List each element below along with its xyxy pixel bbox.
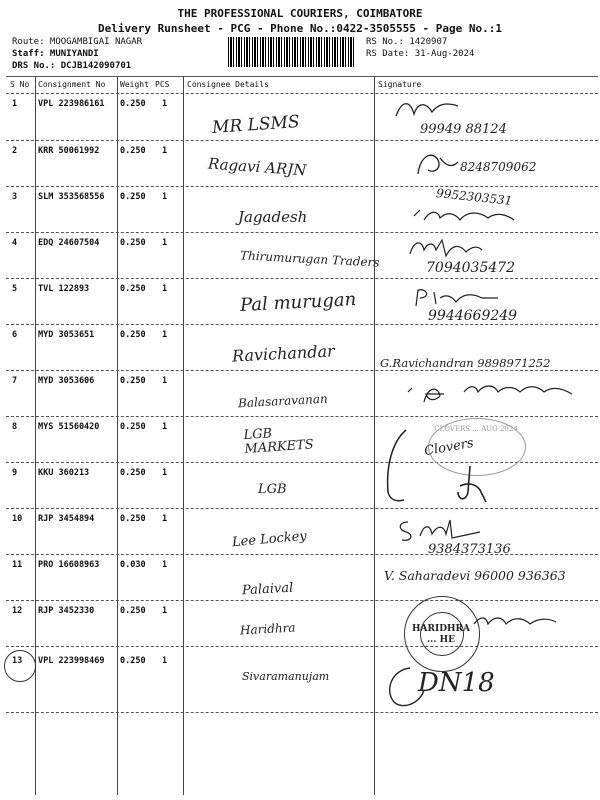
page-subtitle: Delivery Runsheet - PCG - Phone No.:0422-3505555 - Page No.:1 [98,22,502,35]
row-consignment-no: EDQ 24607504 [38,238,100,248]
row-sno: 6 [12,330,18,340]
row-consignment-no: VPL 223998469 [38,656,105,666]
column-header: Weight [120,80,149,89]
staff-text: Staff: MUNIYANDI [12,49,99,59]
signature-bracket [376,426,416,506]
consignee-handwriting: MR LSMS [211,111,301,139]
stamp-text: CLOVERS ... AUG 2024 [434,425,518,433]
row-consignment-no: VPL 223986161 [38,99,105,109]
signature-handwriting: DN18 [418,668,495,698]
stamp-text: HARIDHRA ... HE [412,624,470,645]
row-weight: 0.250 [120,422,146,432]
signature-scribble [470,610,560,634]
signature-handwriting: G.Ravichandran 9898971252 [380,356,551,370]
row-pcs: 1 [162,146,168,156]
signature-handwriting: 99949 88124 [420,122,507,137]
signature-handwriting: 9952303531 [435,186,513,208]
row-sno: 7 [12,376,18,386]
consignee-handwriting: Ravichandar [231,341,336,366]
column-divider [374,77,375,795]
row-sno: 9 [12,468,18,478]
row-separator [6,646,598,647]
signature-handwriting: 9944669249 [428,308,518,324]
row-separator [6,186,598,187]
column-header: Consignee Details [187,80,269,89]
row-separator [6,140,598,141]
consignee-handwriting: Jagadesh [238,208,308,226]
row-consignment-no: PRO 16608963 [38,560,100,570]
consignee-handwriting: Haridhra [239,620,296,638]
row-separator [6,508,598,509]
row-sno: 3 [12,192,18,202]
consignee-handwriting: Sivaramanujam [242,670,330,683]
signature-handwriting: V. Saharadevi 96000 936363 [384,568,566,583]
row-pcs: 1 [162,376,168,386]
row-sno: 2 [12,146,18,156]
consignee-handwriting: Thirumurugan Traders [239,248,380,270]
row-sno: 1 [12,99,18,109]
row-consignment-no: MYS 51560420 [38,422,100,432]
consignee-handwriting: Palaival [241,580,294,599]
row-separator [6,600,598,601]
row-sno: 8 [12,422,18,432]
row-sno: 5 [12,284,18,294]
row-sno: 12 [12,606,23,616]
row-sno: 13 [12,656,23,666]
rs-date: RS Date: 31-Aug-2024 [366,49,475,59]
row-separator [6,278,598,279]
row-pcs: 1 [162,192,168,202]
row-pcs: 1 [162,99,168,109]
signature-scribble [392,96,462,122]
column-divider [183,77,184,795]
row-weight: 0.250 [120,238,146,248]
signature-scribble [412,286,502,308]
column-divider [35,77,36,795]
row-consignment-no: RJP 3454894 [38,514,95,524]
row-weight: 0.250 [120,656,146,666]
signature-scribble [380,660,440,710]
column-header: PCS [155,80,170,89]
row-pcs: 1 [162,606,168,616]
column-header: Consignment No [38,80,106,89]
signature-handwriting: 8248709062 [460,160,537,174]
signature-handwriting: 7094035472 [426,260,516,276]
consignee-handwriting: LGB MARKETS [243,426,315,458]
row-consignment-no: TVL 122893 [38,284,90,294]
drs-number: DRS No.: DCJB142090701 [12,61,132,71]
column-divider [117,77,118,795]
row-separator [6,324,598,325]
consignee-handwriting: Ragavi ARJN [207,154,307,180]
row-separator [6,416,598,417]
row-pcs: 1 [162,330,168,340]
row-weight: 0.250 [120,376,146,386]
signature-handwriting: 9384373136 [428,542,511,557]
row-pcs: 1 [162,468,168,478]
barcode [228,37,356,67]
column-header: S No [10,80,30,89]
row-sno-circle [4,650,36,682]
row-weight: 0.250 [120,146,146,156]
row-weight: 0.250 [120,284,146,294]
table-top-border [6,76,598,77]
row-pcs: 1 [162,422,168,432]
signature-handwriting: Clovers [423,435,475,460]
consignee-handwriting: Pal murugan [239,288,357,317]
consignee-handwriting: LGB [258,482,287,497]
row-weight: 0.250 [120,468,146,478]
row-weight: 0.250 [120,330,146,340]
row-pcs: 1 [162,656,168,666]
column-header: Signature [378,80,422,89]
signature-scribble [406,236,486,260]
row-sno: 11 [12,560,23,570]
rs-number: RS No.: 1420907 [366,37,448,47]
row-sno: 10 [12,514,23,524]
row-weight: 0.250 [120,99,146,109]
row-pcs: 1 [162,560,168,570]
signature-scribble [410,206,520,226]
row-pcs: 1 [162,238,168,248]
page-title: THE PROFESSIONAL COURIERS, COIMBATORE [177,7,423,20]
row-weight: 0.250 [120,192,146,202]
row-weight: 0.250 [120,514,146,524]
row-separator [6,232,598,233]
row-pcs: 1 [162,284,168,294]
row-sno: 4 [12,238,18,248]
row-consignment-no: KRR 50061992 [38,146,100,156]
signature-scribble [412,148,462,178]
consignee-handwriting: Lee Lockey [231,528,308,551]
row-separator [6,712,598,713]
header-bottom-border [6,93,598,94]
row-weight: 0.250 [120,606,146,616]
row-separator [6,370,598,371]
row-consignment-no: RJP 3452330 [38,606,95,616]
signature-scribble [450,462,490,506]
row-pcs: 1 [162,514,168,524]
signature-scribble [394,516,484,544]
consignee-handwriting: Balasaravanan [237,391,329,411]
row-consignment-no: MYD 3053606 [38,376,95,386]
row-weight: 0.030 [120,560,146,570]
row-consignment-no: MYD 3053651 [38,330,95,340]
row-consignment-no: KKU 360213 [38,468,90,478]
row-consignment-no: SLM 353568556 [38,192,105,202]
signature-scribble [404,380,584,410]
route-text: Route: MOOGAMBIGAI NAGAR [12,37,143,47]
